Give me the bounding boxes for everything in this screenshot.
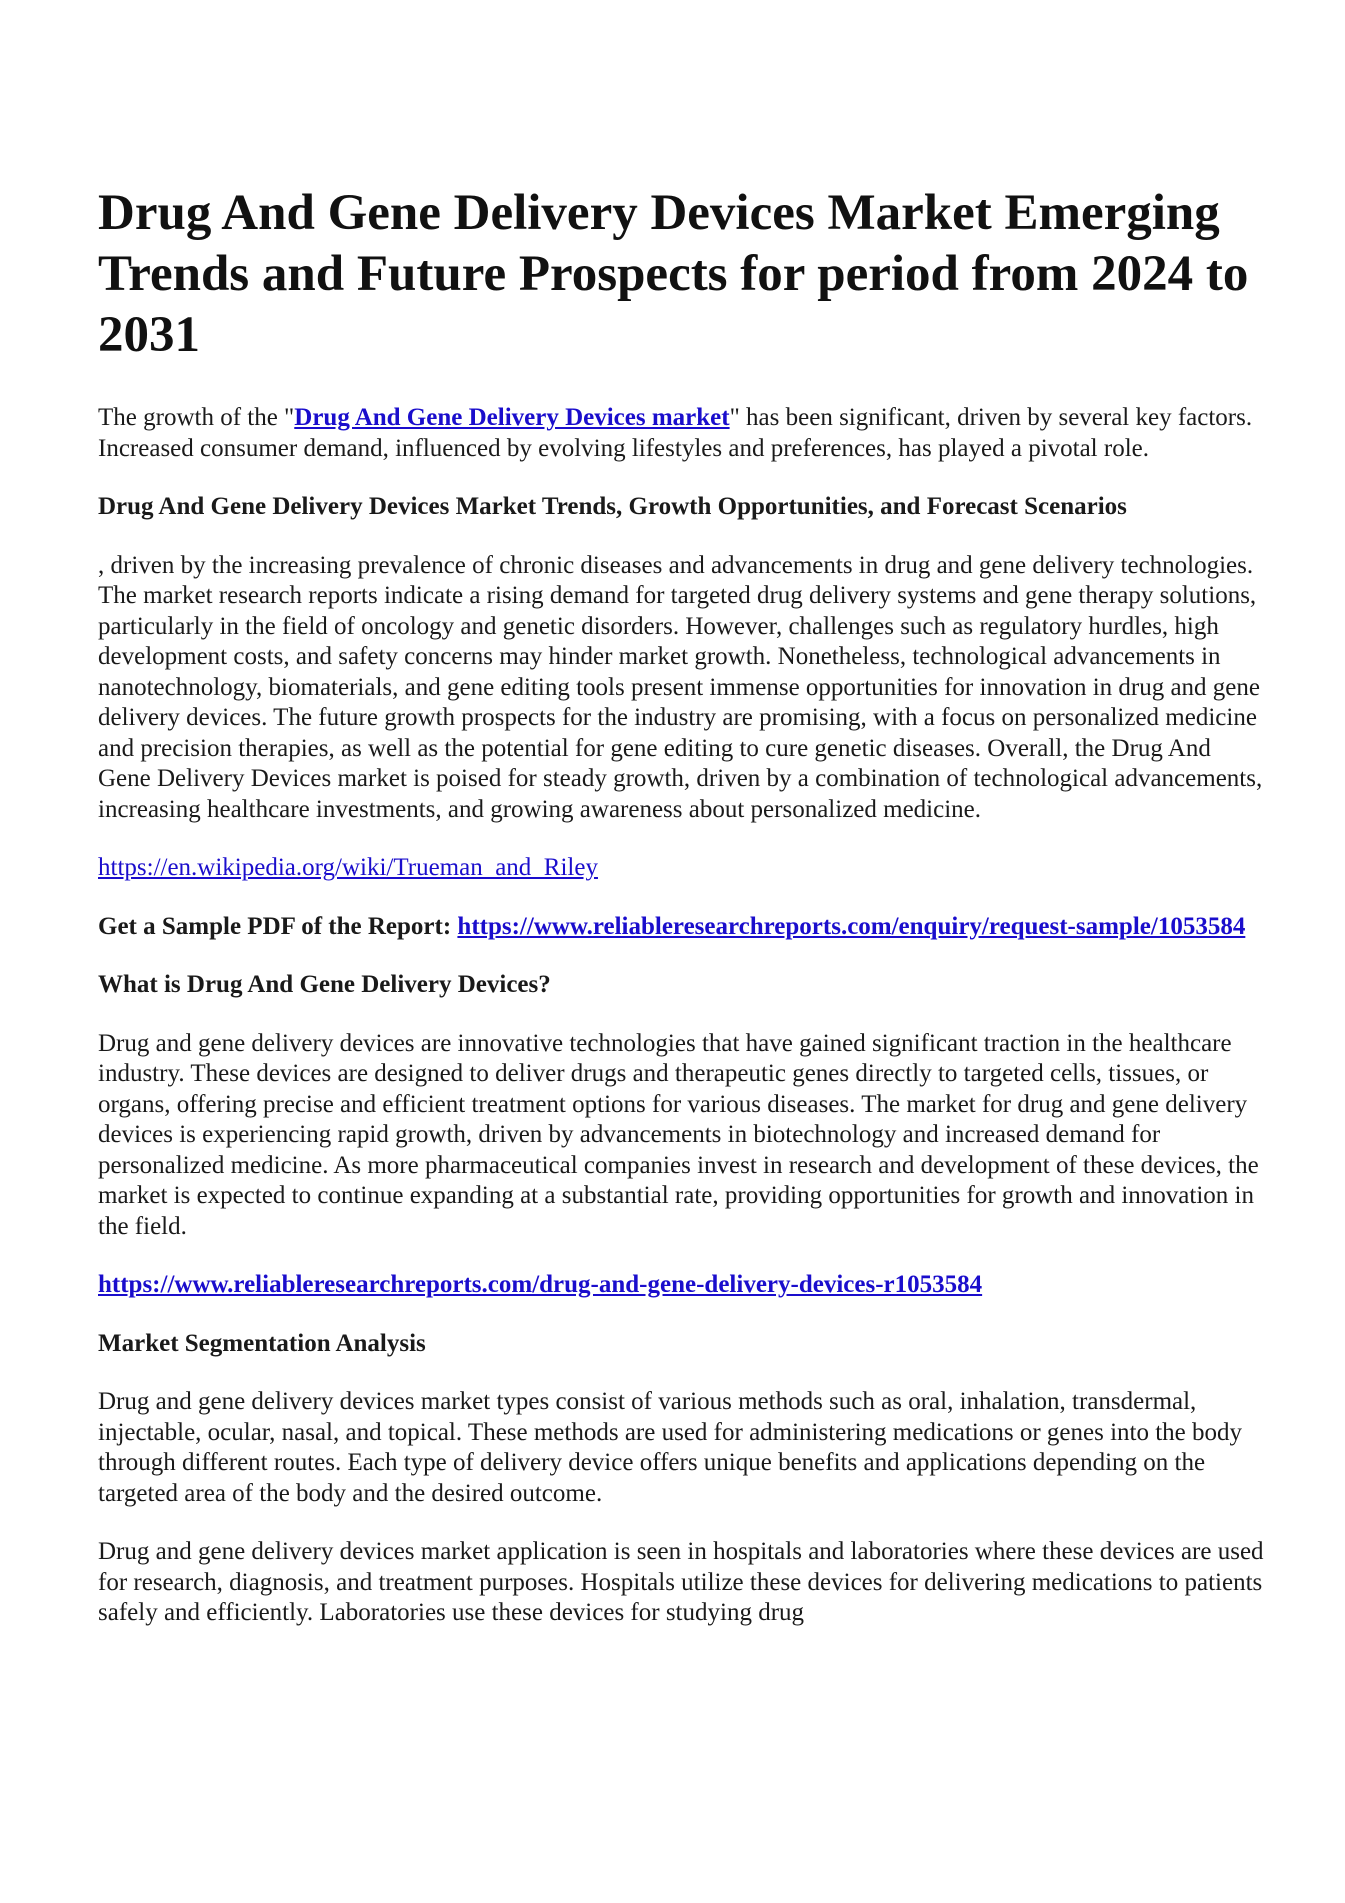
wiki-link[interactable]: https://en.wikipedia.org/wiki/Trueman_and_Riley	[98, 854, 598, 881]
trends-heading: Drug And Gene Delivery Devices Market Trends, Growth Opportunities, and Forecast Scenarios	[98, 493, 1127, 520]
what-is-heading: What is Drug And Gene Delivery Devices?	[98, 971, 551, 998]
segmentation-heading: Market Segmentation Analysis	[98, 1329, 426, 1357]
sample-pdf-paragraph	[98, 912, 1268, 943]
intro-text-after: " has been significant, driven by several key factors. Increased consumer demand, influenced by evolving lifestyles and preferences, has played a pivotal role.	[98, 404, 1253, 462]
trends-paragraph: , driven by the increasing prevalence of chronic diseases and advancements in drug and gene delivery technologies. The market research reports indicate a rising demand for targeted drug delivery systems and gene therapy solutions, particularly in the field of oncology and genetic disorders. However, challenges such as regulatory hurdles, high development costs, and safety concerns may hinder market growth. Nonetheless, technological advancements in nanotechnology, biomaterials, and gene editing tools present immense opportunities for innovation in drug and gene delivery devices. The future growth prospects for the industry are promising, with a focus on personalized medicine and precision therapies, as well as the potential for gene editing to cure genetic diseases. Overall, the Drug And Gene Delivery Devices market is poised for steady growth, driven by a combination of technological advancements, increasing healthcare investments, and growing awareness about personalized medicine.	[98, 551, 1263, 823]
intro-paragraph	[98, 403, 1268, 464]
what-is-paragraph: Drug and gene delivery devices are innovative technologies that have gained significant traction in the healthcare industry. These devices are designed to deliver drugs and therapeutic genes directly to targeted cells, tissues, or organs, offering precise and efficient treatment options for various diseases. The market for drug and gene delivery devices is experiencing rapid growth, driven by advancements in biotechnology and increased demand for personalized medicine. As more pharmaceutical companies invest in research and development of these devices, the market is expected to continue expanding at a substantial rate, providing opportunities for growth and innovation in the field.	[98, 1029, 1259, 1240]
intro-text-before: The growth of the "	[98, 404, 295, 431]
sample-pdf-link[interactable]: https://www.reliableresearchreports.com/enquiry/request-sample/1053584	[457, 912, 1246, 940]
segmentation-application-paragraph: Drug and gene delivery devices market application is seen in hospitals and laboratories where these devices are used for research, diagnosis, and treatment purposes. Hospitals utilize these devices for delivering medications to patients safely and efficiently. Laboratories use these devices for studying drug	[98, 1538, 1264, 1626]
document-page	[98, 183, 1268, 1657]
sample-pdf-label: Get a Sample PDF of the Report:	[98, 912, 458, 940]
page-title: Drug And Gene Delivery Devices Market Emerging Trends and Future Prospects for period from 2024 to 2031	[98, 185, 1249, 363]
report-link[interactable]: https://www.reliableresearchreports.com/drug-and-gene-delivery-devices-r1053584	[98, 1271, 983, 1298]
market-link[interactable]: Drug And Gene Delivery Devices market	[294, 404, 730, 431]
wiki-link-paragraph	[98, 853, 1268, 884]
segmentation-types-paragraph: Drug and gene delivery devices market types consist of various methods such as oral, inhalation, transdermal, injectable, ocular, nasal, and topical. These methods are used for administering medications or genes into the body through different routes. Each type of delivery device offers unique benefits and applications depending on the targeted area of the body and the desired outcome.	[98, 1388, 1243, 1507]
report-link-paragraph	[98, 1270, 1268, 1301]
